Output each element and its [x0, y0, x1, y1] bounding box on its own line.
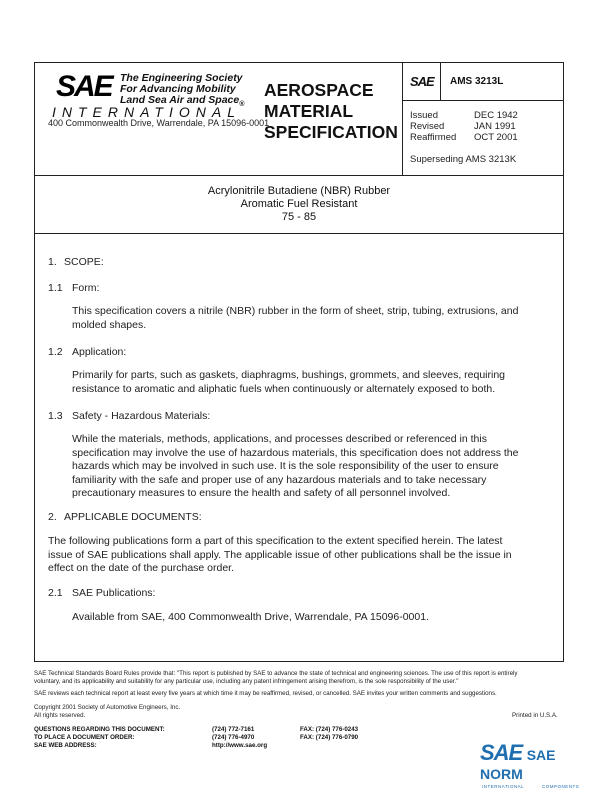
contact-row: TO PLACE A DOCUMENT ORDER: (724) 776-4970 FAX: (724) 776-0790 — [34, 734, 359, 741]
section-2-text: The following publications form a part of this specification to the extent specified herein. The latest issue of SAE publications shall apply. The applicable issue of other publications shall be the issue in effect on the date of the purchase order. — [48, 535, 512, 574]
printed-in: Printed in U.S.A. — [512, 712, 558, 719]
date-block — [410, 110, 560, 143]
contact-table — [34, 726, 359, 750]
tagline-line: For Advancing Mobility — [120, 83, 236, 95]
section-1-heading: 1. SCOPE: — [48, 256, 104, 268]
sae-norm-text: SAE NORM — [480, 747, 556, 782]
date-row: Issued DEC 1942 — [410, 110, 518, 121]
subject-hardness: 75 - 85 — [281, 211, 317, 223]
section-1-2-text: Primarily for parts, such as gaskets, diaphragms, bushings, grommets, and sleeves, requiring resistance to aromatic and aliphatic fuels when continuously or alternately exposed to both. — [72, 369, 506, 395]
sae-logo: SAE — [56, 70, 112, 103]
rights-reserved: All rights reserved. — [34, 712, 86, 719]
title-line: SPECIFICATION — [264, 122, 398, 142]
spec-number: AMS 3213L — [450, 76, 504, 87]
sae-small-logo: SAE — [410, 74, 434, 89]
header-divider — [402, 62, 403, 176]
section-1-3-text: While the materials, methods, applications, and processes described or referenced in this specification may involve the use of hazardous materials, this specification does not address the hazards which may be involved in such use. It is the sole responsibility of the user to ensure familiarity with the safe and proper use of any hazardous materials and to take necessary precautionary measures to ensure the health and safety of all personnel involved. — [72, 433, 519, 499]
section-2-1-text: Available from SAE, 400 Commonwealth Drive, Warrendale, PA 15096-0001. — [72, 611, 429, 623]
date-row: Revised JAN 1991 — [410, 121, 516, 132]
document-type-title — [264, 80, 398, 143]
policy-notice: SAE Technical Standards Board Rules provide that: "This report is published by SAE to advance the state of technical and engineering sciences. The use of this report is entirely voluntary, and its applicability and suitability for any particular use, including any patent infringement arising therefrom, is the sole responsibility of the user." — [34, 670, 518, 685]
section-1-2-heading: 1.2 Application: — [48, 346, 127, 358]
section-1-1-text: This specification covers a nitrile (NBR) rubber in the form of sheet, strip, tubing, extrusions, and molded shapes. — [72, 305, 519, 331]
web-address-link[interactable]: http://www.sae.org — [212, 742, 268, 749]
section-2-1-heading: 2.1 SAE Publications: — [48, 587, 156, 599]
sae-norm-logo: SAE — [480, 740, 523, 765]
title-line: AEROSPACE — [264, 80, 374, 100]
superseding-note: Superseding AMS 3213K — [410, 154, 517, 165]
contact-row: QUESTIONS REGARDING THIS DOCUMENT: (724) 772-7161 FAX: (724) 776-0243 — [34, 726, 359, 733]
section-2-heading: 2. APPLICABLE DOCUMENTS: — [48, 511, 202, 523]
subject-subtitle: Aromatic Fuel Resistant — [240, 198, 358, 210]
copyright: Copyright 2001 Society of Automotive Engineers, Inc. — [34, 704, 181, 711]
trademark: ® — [239, 101, 245, 109]
review-notice: SAE reviews each technical report at least every five years at which time it may be reaffirmed, revised, or cancelled. SAE invites your written comments and suggestions. — [34, 690, 497, 697]
international-label: INTERNATIONAL — [52, 104, 241, 120]
subject-title: Acrylonitrile Butadiene (NBR) Rubber — [207, 185, 391, 197]
section-1-1-heading: 1.1 Form: — [48, 282, 100, 294]
date-row: Reaffirmed OCT 2001 — [410, 132, 518, 143]
sae-address: 400 Commonwealth Drive, Warrendale, PA 15096-0001 — [48, 118, 270, 128]
contact-row: SAE WEB ADDRESS: http://www.sae.org — [34, 742, 268, 749]
header-divider — [402, 100, 564, 101]
title-line: MATERIAL — [264, 101, 354, 121]
sae-norm-watermark: SAE SAE NORM INTERNATIONAL COMPONENTS — [480, 740, 580, 789]
section-1-3-heading: 1.3 Safety - Hazardous Materials: — [48, 410, 211, 422]
header-divider — [440, 62, 441, 100]
tagline-line: The Engineering Society — [120, 72, 243, 84]
tagline-line: Land Sea Air and Space$_®$ — [120, 94, 245, 109]
